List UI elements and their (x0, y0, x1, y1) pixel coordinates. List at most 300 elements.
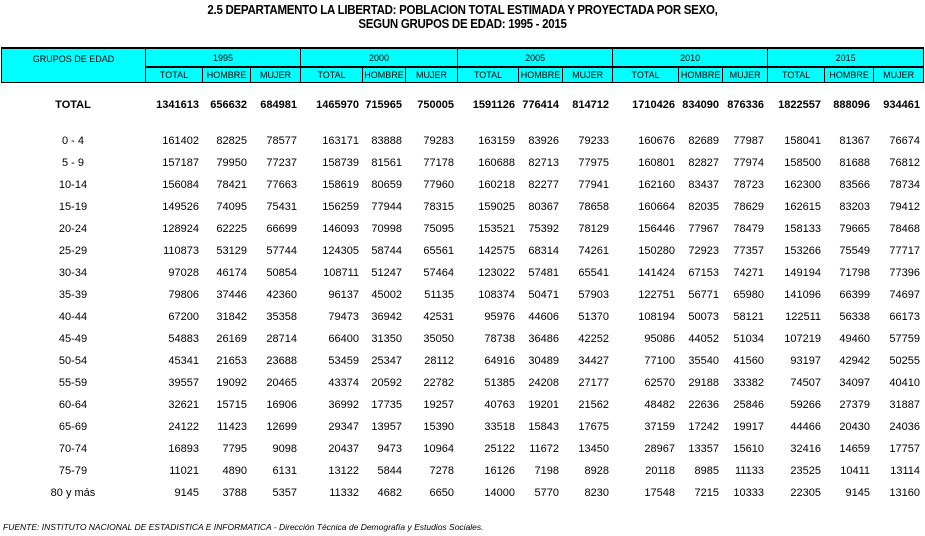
cell-value: 79233 (578, 135, 609, 147)
spacer-row (1, 116, 923, 130)
table-row (1, 196, 923, 218)
cell-value: 7198 (534, 465, 559, 477)
header-mujer-2015: MUJER (874, 67, 924, 83)
cell-value: 44052 (688, 333, 719, 345)
data-table (1, 93, 923, 504)
cell-value: 156446 (638, 223, 675, 235)
cell-value: 15610 (733, 443, 764, 455)
cell-value: 79665 (839, 223, 870, 235)
cell-value: 888096 (833, 98, 870, 111)
cell-value: 49460 (839, 333, 870, 345)
cell-value: 77944 (371, 201, 402, 213)
cell-value: 66699 (266, 223, 297, 235)
table-row (1, 306, 923, 328)
cell-value: 17548 (644, 487, 675, 499)
cell-value: 13957 (371, 421, 402, 433)
age-group-label: 70-74 (58, 443, 88, 455)
cell-value: 77357 (733, 245, 764, 257)
cell-value: 13450 (578, 443, 609, 455)
header-year-2010: 2010 (613, 48, 768, 67)
cell-value: 71798 (839, 267, 870, 279)
cell-value: 28967 (644, 443, 675, 455)
cell-value: 78629 (733, 201, 764, 213)
cell-value: 160688 (478, 157, 515, 169)
cell-value: 876336 (727, 98, 764, 111)
cell-value: 66399 (839, 289, 870, 301)
cell-value: 21653 (216, 355, 247, 367)
cell-value: 15843 (528, 421, 559, 433)
cell-value: 11021 (169, 465, 199, 477)
cell-value: 750005 (417, 98, 454, 111)
cell-value: 78577 (266, 135, 297, 147)
cell-value: 35358 (266, 311, 297, 323)
cell-value: 53459 (328, 355, 359, 367)
cell-value: 46174 (216, 267, 247, 279)
table-row (1, 174, 923, 196)
cell-value: 123022 (478, 267, 515, 279)
cell-value: 51385 (484, 377, 515, 389)
cell-value: 78479 (733, 223, 764, 235)
cell-value: 72923 (688, 245, 719, 257)
cell-value: 77396 (889, 267, 920, 279)
cell-value: 160801 (638, 157, 675, 169)
cell-value: 22305 (790, 487, 821, 499)
cell-value: 77975 (578, 157, 609, 169)
cell-value: 17675 (578, 421, 609, 433)
cell-value: 4682 (377, 487, 402, 499)
header-total-2000: TOTAL (301, 67, 363, 83)
cell-value: 24036 (889, 421, 920, 433)
cell-value: 28112 (424, 355, 454, 367)
cell-value: 54883 (168, 333, 199, 345)
cell-value: 36486 (528, 333, 559, 345)
cell-value: 16893 (168, 443, 199, 455)
cell-value: 79473 (328, 311, 359, 323)
cell-value: 77717 (889, 245, 920, 257)
table-title-line-2: SEGUN GRUPOS DE EDAD: 1995 - 2015 (358, 17, 567, 31)
cell-value: 65561 (423, 245, 454, 257)
cell-value: 51370 (578, 311, 609, 323)
cell-value: 56338 (839, 311, 870, 323)
cell-value: 95086 (644, 333, 675, 345)
cell-value: 62570 (644, 377, 675, 389)
cell-value: 96137 (328, 289, 359, 301)
cell-value: 83203 (839, 201, 870, 213)
cell-value: 25846 (733, 399, 764, 411)
cell-value: 82825 (216, 135, 247, 147)
header-mujer-1995: MUJER (251, 67, 301, 83)
cell-value: 78421 (216, 179, 247, 191)
cell-value: 50854 (266, 267, 297, 279)
cell-value: 58744 (371, 245, 402, 257)
cell-value: 76674 (889, 135, 920, 147)
cell-value: 814712 (572, 98, 609, 111)
cell-value: 78738 (484, 333, 515, 345)
cell-value: 37446 (216, 289, 247, 301)
cell-value: 32621 (168, 399, 199, 411)
cell-value: 82713 (528, 157, 559, 169)
age-group-label: 20-24 (58, 223, 88, 235)
cell-value: 83566 (839, 179, 870, 191)
cell-value: 40763 (484, 399, 515, 411)
cell-value: 44606 (528, 311, 559, 323)
cell-value: 11332 (329, 487, 359, 499)
age-group-label: 0 - 4 (61, 135, 84, 147)
table-row (1, 372, 923, 394)
cell-value: 77237 (266, 157, 297, 169)
cell-value: 82035 (688, 201, 719, 213)
cell-value: 150280 (638, 245, 675, 257)
cell-value: 79283 (423, 135, 454, 147)
cell-value: 67200 (168, 311, 199, 323)
cell-value: 77987 (733, 135, 764, 147)
cell-value: 51034 (733, 333, 764, 345)
cell-value: 13122 (328, 465, 359, 477)
cell-value: 159025 (478, 201, 515, 213)
table-row (1, 460, 923, 482)
cell-value: 33518 (484, 421, 515, 433)
cell-value: 13160 (889, 487, 920, 499)
cell-value: 77100 (644, 355, 675, 367)
cell-value: 57759 (889, 333, 920, 345)
cell-value: 17757 (889, 443, 920, 455)
cell-value: 78723 (733, 179, 764, 191)
table-header (1, 47, 924, 83)
cell-value: 7795 (222, 443, 247, 455)
cell-value: 107219 (784, 333, 821, 345)
cell-value: 27379 (839, 399, 870, 411)
cell-value: 36992 (328, 399, 359, 411)
cell-value: 28714 (266, 333, 297, 345)
header-total-1995: TOTAL (146, 67, 203, 83)
cell-value: 77960 (423, 179, 454, 191)
cell-value: 776414 (522, 98, 559, 111)
cell-value: 78468 (889, 223, 920, 235)
cell-value: 16906 (266, 399, 297, 411)
cell-value: 67153 (688, 267, 719, 279)
cell-value: 26169 (216, 333, 247, 345)
table-row (1, 152, 923, 174)
cell-value: 13357 (688, 443, 719, 455)
cell-value: 62225 (216, 223, 247, 235)
cell-value: 16126 (484, 465, 515, 477)
cell-value: 79412 (889, 201, 920, 213)
cell-value: 11423 (217, 421, 247, 433)
cell-value: 4890 (222, 465, 247, 477)
age-group-label: 5 - 9 (61, 157, 84, 169)
age-group-label: 60-64 (58, 399, 88, 411)
age-group-label: 45-49 (58, 333, 88, 345)
cell-value: 93197 (790, 355, 821, 367)
cell-value: 161402 (162, 135, 199, 147)
cell-value: 75431 (266, 201, 297, 213)
cell-value: 53129 (216, 245, 247, 257)
cell-value: 6131 (272, 465, 297, 477)
cell-value: 82689 (688, 135, 719, 147)
age-group-label: 25-29 (58, 245, 88, 257)
cell-value: 15390 (423, 421, 454, 433)
header-year-2015: 2015 (768, 48, 924, 67)
cell-value: 20592 (371, 377, 402, 389)
cell-value: 44466 (790, 421, 821, 433)
age-group-label: 80 y más (50, 487, 96, 499)
cell-value: 74697 (889, 289, 920, 301)
table-row (1, 262, 923, 284)
cell-value: 31887 (889, 399, 920, 411)
header-mujer-2010: MUJER (723, 67, 768, 83)
cell-value: 24122 (168, 421, 199, 433)
cell-value: 122751 (638, 289, 675, 301)
cell-value: 834090 (682, 98, 719, 111)
header-hombre-2010: HOMBRE (679, 67, 723, 83)
cell-value: 77967 (688, 223, 719, 235)
cell-value: 156084 (162, 179, 199, 191)
cell-value: 9145 (174, 487, 199, 499)
cell-value: 23525 (790, 465, 821, 477)
cell-value: 68314 (528, 245, 559, 257)
cell-value: 51247 (371, 267, 402, 279)
cell-value: 79806 (168, 289, 199, 301)
cell-value: 83926 (528, 135, 559, 147)
cell-value: 66400 (328, 333, 359, 345)
cell-value: 81561 (371, 157, 402, 169)
cell-value: 40410 (889, 377, 920, 389)
age-group-label: 30-34 (58, 267, 88, 279)
cell-value: 3788 (222, 487, 247, 499)
cell-value: 158500 (784, 157, 821, 169)
cell-value: 42360 (266, 289, 297, 301)
cell-value: 42252 (578, 333, 609, 345)
cell-value: 8230 (584, 487, 609, 499)
cell-value: 153521 (478, 223, 515, 235)
cell-value: 50073 (688, 311, 719, 323)
cell-value: 78734 (889, 179, 920, 191)
cell-value: 27177 (578, 377, 609, 389)
cell-value: 64916 (484, 355, 515, 367)
cell-value: 7215 (694, 487, 719, 499)
header-hombre-2015: HOMBRE (825, 67, 874, 83)
cell-value: 1710426 (632, 98, 675, 111)
cell-value: 5770 (534, 487, 559, 499)
cell-value: 66173 (889, 311, 920, 323)
cell-value: 31350 (371, 333, 402, 345)
cell-value: 9473 (377, 443, 402, 455)
total-row (1, 93, 923, 116)
cell-value: 81367 (839, 135, 870, 147)
cell-value: 158739 (322, 157, 359, 169)
age-group-label: 75-79 (58, 465, 88, 477)
cell-value: 108711 (323, 267, 359, 279)
table-row (1, 438, 923, 460)
header-total-2015: TOTAL (768, 67, 825, 83)
cell-value: 20465 (266, 377, 297, 389)
table-row (1, 218, 923, 240)
cell-value: 19092 (216, 377, 247, 389)
cell-value: 95976 (484, 311, 515, 323)
header-year-2000: 2000 (301, 48, 458, 67)
cell-value: 78658 (578, 201, 609, 213)
cell-value: 149526 (162, 201, 199, 213)
table-title-line-1: 2.5 DEPARTAMENTO LA LIBERTAD: POBLACION TOTAL ESTIMADA Y PROYECTADA POR SEXO, (207, 3, 718, 17)
cell-value: 160664 (638, 201, 675, 213)
cell-value: 19201 (528, 399, 559, 411)
cell-value: 15715 (216, 399, 247, 411)
header-hombre-1995: HOMBRE (203, 67, 251, 83)
cell-value: 11133 (735, 465, 764, 477)
cell-value: 57903 (578, 289, 609, 301)
cell-value: 5357 (272, 487, 297, 499)
cell-value: 17242 (688, 421, 719, 433)
cell-value: 160676 (638, 135, 675, 147)
table-row (1, 482, 923, 504)
cell-value: 12699 (266, 421, 297, 433)
cell-value: 14659 (839, 443, 870, 455)
cell-value: 21562 (578, 399, 609, 411)
cell-value: 42531 (423, 311, 454, 323)
cell-value: 7278 (429, 465, 454, 477)
cell-value: 58121 (733, 311, 764, 323)
cell-value: 10333 (733, 487, 764, 499)
cell-value: 146093 (322, 223, 359, 235)
cell-value: 25122 (484, 443, 515, 455)
cell-value: 83437 (688, 179, 719, 191)
cell-value: 158133 (784, 223, 821, 235)
cell-value: 50255 (889, 355, 920, 367)
cell-value: 57481 (528, 267, 559, 279)
cell-value: 162300 (784, 179, 821, 191)
cell-value: 29347 (328, 421, 359, 433)
cell-value: 77178 (423, 157, 454, 169)
age-group-label: 55-59 (58, 377, 88, 389)
cell-value: 1465970 (316, 98, 359, 111)
table-row (1, 328, 923, 350)
cell-value: 77941 (578, 179, 609, 191)
cell-value: 19257 (423, 399, 454, 411)
cell-value: 11672 (529, 443, 559, 455)
cell-value: 162160 (638, 179, 675, 191)
cell-value: 77663 (266, 179, 297, 191)
spacer-cell (1, 116, 923, 130)
cell-value: 81688 (839, 157, 870, 169)
cell-value: 70998 (371, 223, 402, 235)
cell-value: 8985 (694, 465, 719, 477)
cell-value: 124305 (322, 245, 359, 257)
cell-value: 75392 (528, 223, 559, 235)
cell-value: 36942 (371, 311, 402, 323)
table-row (1, 130, 923, 152)
age-group-label: 65-69 (58, 421, 88, 433)
cell-value: 30489 (528, 355, 559, 367)
header-year-1995: 1995 (146, 48, 301, 67)
cell-value: 122511 (785, 311, 821, 323)
cell-value: 160218 (478, 179, 515, 191)
header-total-2010: TOTAL (613, 67, 679, 83)
cell-value: 41560 (733, 355, 764, 367)
cell-value: 23688 (266, 355, 297, 367)
cell-value: 57744 (266, 245, 297, 257)
cell-value: 20118 (645, 465, 675, 477)
cell-value: 656632 (210, 98, 247, 111)
table-row (1, 416, 923, 438)
table-row (1, 394, 923, 416)
header-grupos-de-edad: GRUPOS DE EDAD (2, 48, 146, 83)
cell-value: 43374 (328, 377, 359, 389)
cell-value: 128924 (162, 223, 199, 235)
cell-value: 1341613 (156, 98, 199, 111)
cell-value: 35540 (688, 355, 719, 367)
cell-value: 24208 (528, 377, 559, 389)
cell-value: 75095 (423, 223, 454, 235)
cell-value: 149194 (784, 267, 821, 279)
age-group-label: TOTAL (55, 98, 91, 111)
cell-value: 65541 (578, 267, 609, 279)
cell-value: 8928 (584, 465, 609, 477)
cell-value: 80659 (371, 179, 402, 191)
cell-value: 48482 (644, 399, 675, 411)
cell-value: 22636 (688, 399, 719, 411)
cell-value: 80367 (528, 201, 559, 213)
cell-value: 158619 (322, 179, 359, 191)
cell-value: 20437 (328, 443, 359, 455)
cell-value: 17735 (371, 399, 402, 411)
cell-value: 684981 (260, 98, 297, 111)
cell-value: 19917 (733, 421, 764, 433)
table-row (1, 284, 923, 306)
cell-value: 37159 (644, 421, 675, 433)
cell-value: 110873 (163, 245, 199, 257)
cell-value: 76812 (889, 157, 920, 169)
cell-value: 97028 (168, 267, 199, 279)
cell-value: 82827 (688, 157, 719, 169)
age-group-label: 10-14 (58, 179, 88, 191)
cell-value: 45002 (371, 289, 402, 301)
cell-value: 59266 (790, 399, 821, 411)
cell-value: 715965 (365, 98, 402, 111)
header-hombre-2005: HOMBRE (519, 67, 563, 83)
cell-value: 22782 (423, 377, 454, 389)
header-total-2005: TOTAL (458, 67, 519, 83)
cell-value: 56771 (688, 289, 719, 301)
cell-value: 157187 (162, 157, 199, 169)
cell-value: 156259 (322, 201, 359, 213)
cell-value: 29188 (688, 377, 719, 389)
cell-value: 57464 (423, 267, 454, 279)
cell-value: 42942 (839, 355, 870, 367)
table-row (1, 350, 923, 372)
cell-value: 45341 (168, 355, 199, 367)
age-group-label: 50-54 (58, 355, 88, 367)
cell-value: 162615 (784, 201, 821, 213)
age-group-label: 35-39 (58, 289, 88, 301)
cell-value: 158041 (784, 135, 821, 147)
header-mujer-2000: MUJER (406, 67, 458, 83)
cell-value: 74095 (216, 201, 247, 213)
header-hombre-2000: HOMBRE (363, 67, 406, 83)
cell-value: 51135 (424, 289, 454, 301)
cell-value: 934461 (883, 98, 920, 111)
cell-value: 35050 (423, 333, 454, 345)
cell-value: 74507 (790, 377, 821, 389)
cell-value: 142575 (478, 245, 515, 257)
cell-value: 5844 (377, 465, 402, 477)
cell-value: 79950 (216, 157, 247, 169)
cell-value: 65980 (733, 289, 764, 301)
age-group-label: 40-44 (58, 311, 88, 323)
cell-value: 10411 (840, 465, 870, 477)
cell-value: 153266 (784, 245, 821, 257)
cell-value: 141424 (638, 267, 675, 279)
header-mujer-2005: MUJER (563, 67, 613, 83)
